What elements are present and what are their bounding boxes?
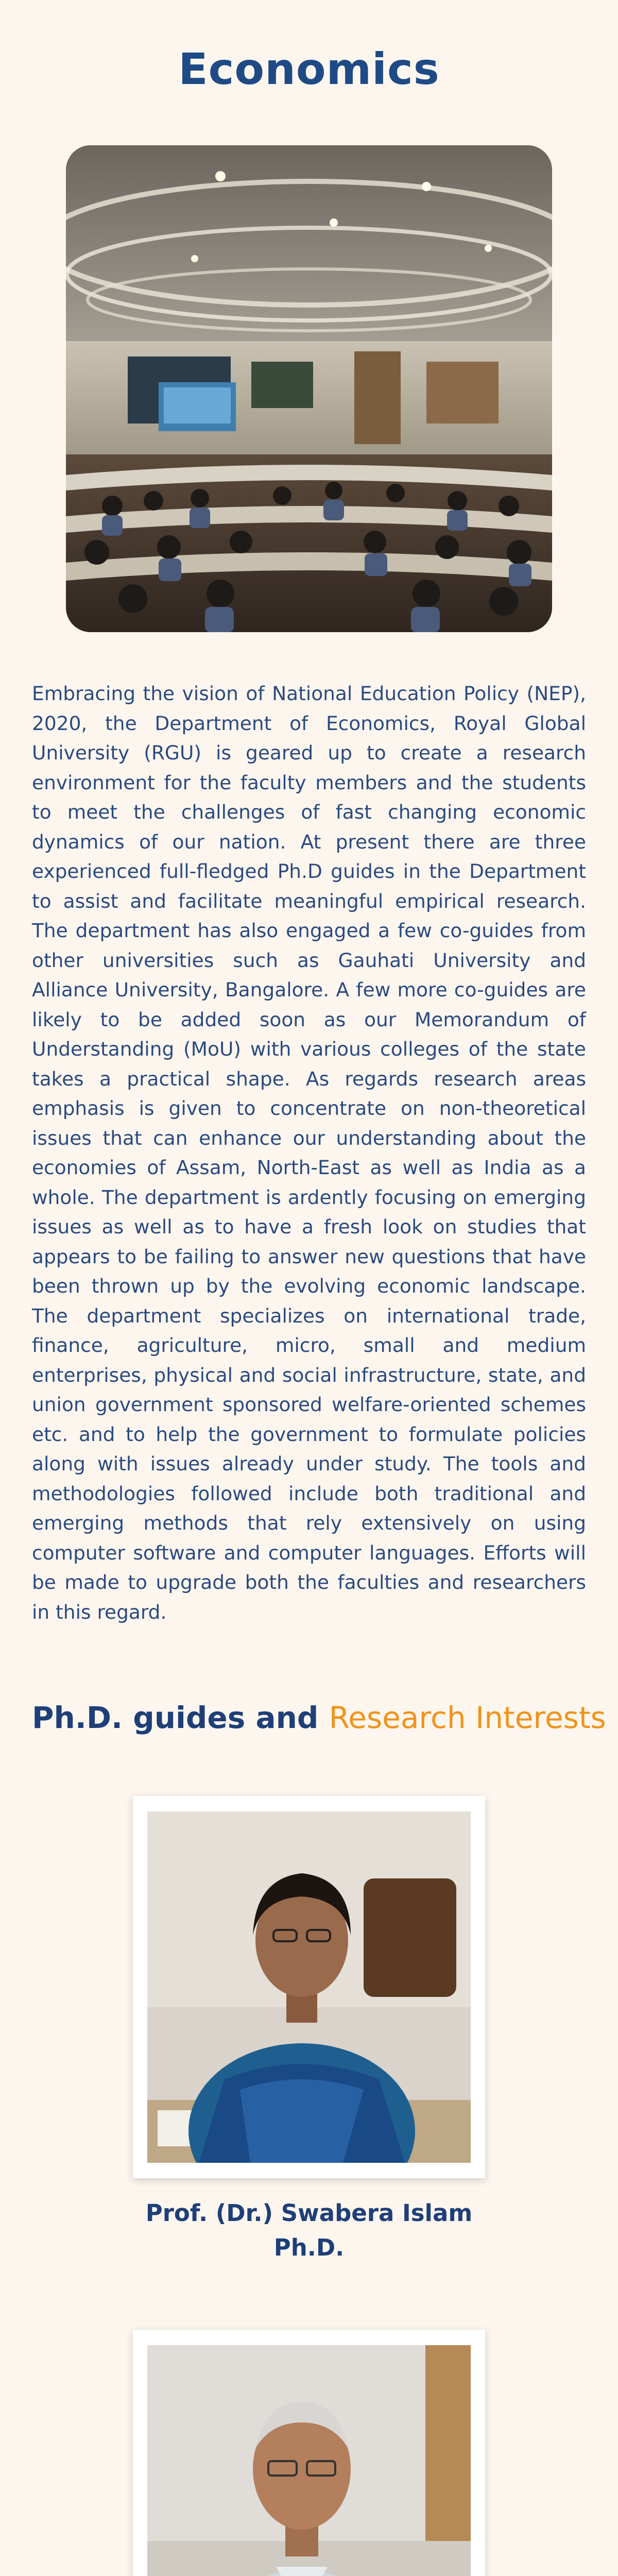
page-title: Economics (178, 44, 440, 94)
section-heading-accent: Research Interests (329, 1700, 606, 1735)
guide-photo-1 (147, 1811, 471, 2163)
guide-card-1 (133, 1796, 485, 2178)
section-heading-main: Ph.D. guides and (32, 1700, 329, 1735)
guide-card-2 (133, 2330, 485, 2576)
section-heading (32, 1700, 606, 1735)
guide-degree-1: Ph.D. (273, 2234, 345, 2261)
classroom-photo (66, 145, 552, 632)
guide-photo-2 (147, 2345, 471, 2576)
intro-paragraph: Embracing the vision of National Education Policy (NEP), 2020, the Department of Economics, Royal Global University (RGU) is geared up to create a research environment for the faculty members and the students to meet the challenges of fast changing economic dynamics of our nation. At present there are three experienced full-fledged Ph.D guides in the Department to assist and facilitate meaningful empirical research. The department has also engaged a few co-guides from other universities such as Gauhati University and Alliance University, Bangalore. A few more co-guides are likely to be added soon as our Memorandum of Understanding (MoU) with various colleges of the state takes a practical shape. As regards research areas emphasis is given to concentrate on non-theoretical issues that can enhance our understanding about the economies of Assam, North-East as well as India as a whole. The department is ardently focusing on emerging issues as well as to have a fresh look on studies that appears to be failing to answer new questions that have been thrown up by the evolving economic landscape. The department specializes on international trade, finance, agriculture, micro, small and medium enterprises, physical and social infrastructure, state, and union government sponsored welfare-oriented schemes etc. and to help the government to formulate policies along with issues already under study. The tools and methodologies followed include both traditional and emerging methods that rely extensively on using computer software and computer languages. Efforts will be made to upgrade both the faculties and researchers in this regard. (32, 682, 586, 1623)
guide-name-1: Prof. (Dr.) Swabera Islam (145, 2199, 473, 2227)
